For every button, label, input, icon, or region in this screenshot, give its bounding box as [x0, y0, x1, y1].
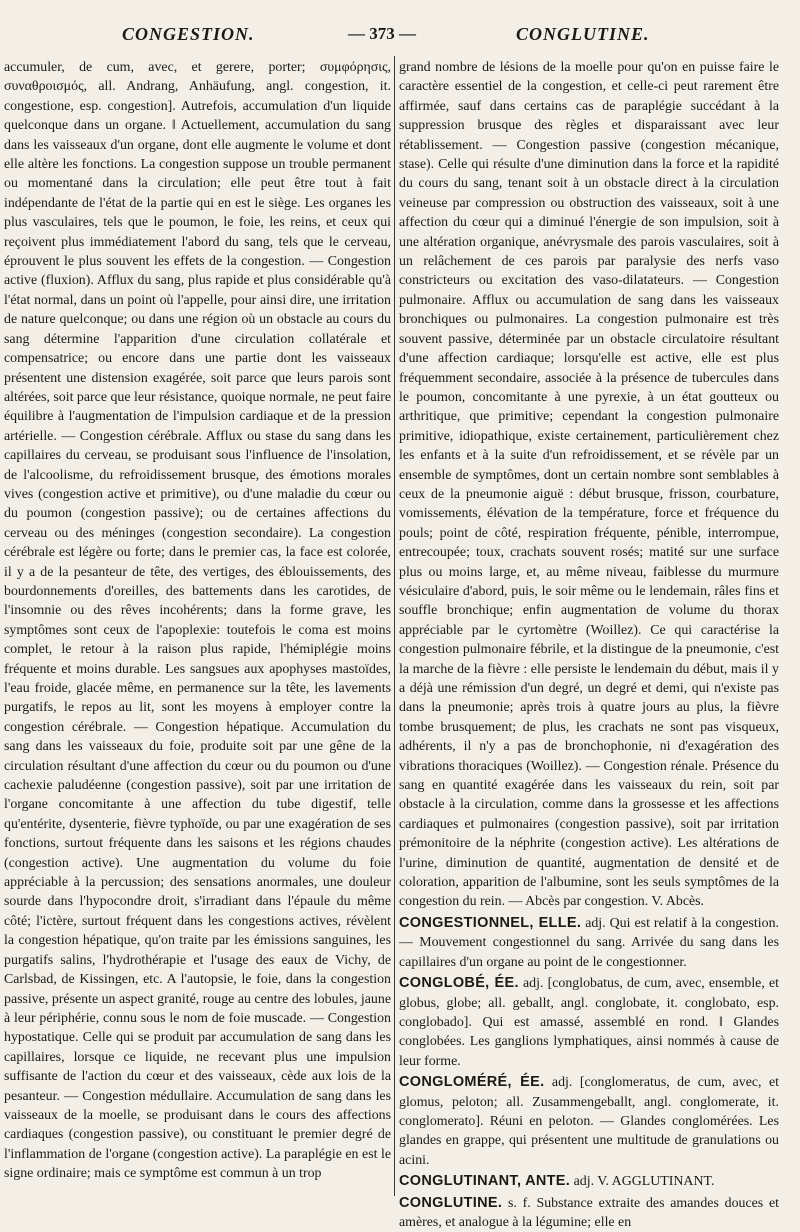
- entry-headword: CONGLUTINANT, ANTE.: [399, 1173, 571, 1190]
- running-head-right: CONGLUTINE.: [516, 24, 650, 44]
- column-divider: [394, 56, 395, 1196]
- dictionary-entry: [399, 1194, 779, 1232]
- entry-definition: adj. Qui est relatif à la congestion. — Mouvement congestionnel du sang. Arrivée du sang dans les capillaires d'un organe au point de le congestionner.: [399, 915, 779, 970]
- entry-headword: CONGESTIONNEL, ELLE.: [399, 914, 582, 931]
- entry-definition: s. f. Substance extraite des amandes douces et amères, et analogue à la légumine; elle en: [399, 1195, 779, 1230]
- entry-definition: adj. [conglomeratus, de cum, avec, et glomus, peloton; all. Zusammengeballt, angl. conglomerate, it. conglomerato]. Réuni en peloton. — Glandes conglomérées. Les glandes en grappe, qui présentent une multitude de granulations ou acini.: [399, 1075, 779, 1168]
- entry-definition: adj. [conglobatus, de cum, avec, ensemble, et globus, globe; all. geballt, angl. conglobate, it. conglobato, esp. conglobado]. Qui est amassé, assemblé en rond. ‖ Glandes conglobées. Les ganglions lymphatiques, ainsi nommés à cause de leur forme.: [399, 976, 780, 1069]
- page-header: [0, 24, 800, 50]
- dictionary-entry: [399, 974, 779, 1071]
- right-column-text: grand nombre de lésions de la moelle pour qu'on en puisse faire le caractère essentiel de la congestion, et celle-ci peut rarement être affirmée, sauf dans certains cas de paraplégie succédant à la suppression brusque des règles et disparaissant avec leur rétablissement. — Congestion passive (congestion mécanique, stase). Celle qui résulte d'une diminution dans la force et la rapidité du cours du sang, tenant soit à un obstacle direct à la circulation veineuse par compression ou obstruction des vaisseaux, soit à une affection du cœur qui a diminué l'énergie de son impulsion, soit à une altération organique, anévrysmale des parois vasculaires, soit à un relâchement de ces parois par paralysie des nerfs vaso constricteurs ou excitation des vaso-dilatateurs. — Congestion pulmonaire. Afflux ou accumulation de sang dans les vaisseaux bronchiques ou pulmonaires. La congestion pulmonaire est très souvent passive, déterminée par un obstacle circulatoire résultant d'une affection cardiaque; lorsqu'elle est active, elle est plus fréquemment secondaire, associée à la présence de tubercules dans le poumon, concomitante à une pyrexie, à un état goutteux ou arthritique, que primitive; cependant la congestion pulmonaire primitive, idiopathique, existe certainement, particulièrement chez les enfants et à la suite d'un refroidissement, et se révèle par un ensemble de symptômes, dont un certain nombre sont semblables à ceux de la pneumonie aiguë : début brusque, frisson, courbature, vomissements, élévation de la température, force et fréquence du pouls; point de côté, respiration fréquente, pénible, interrompue, entrecoupée; toux, crachats souvent rosés; matité sur une surface plus ou moins large, et, au même niveau, faiblesse du murmure vésiculaire d'abord, puis, le soir même ou le lendemain, râles fins et souffle bronchique; enfin augmentation de volume du thorax appréciable par le cyrtomètre (Woillez). Ce qui caractérise la congestion pulmonaire fébrile, et la distingue de la pneumonie, c'est la marche de la fièvre : elle persiste le lendemain du début, mais il y a déjà une rémission d'un degré, un degré et demi, qui n'existe pas dans la pneumonie; après trois à quatre jours au plus, la fièvre tombe brusquement; de plus, les crachats ne sont pas visqueux, adhérents, il n'y a pas de bronchophonie, ni d'exagération des vibrations thoraciques (Woillez). — Congestion rénale. Présence du sang en quantité exagérée dans les vaisseaux du rein, soit par obstacle à la circulation, comme dans la grossesse et les affections cardiaques et pulmonaires (congestion passive), soit par irritation prémonitoire de la néphrite (congestion active). Les altérations de l'urine, diminution de quantité, augmentation de densité et de coloration, apparition de l'albumine, sont les seuls symptômes de la congestion du rein. — Abcès par congestion. V. Abcès.: [399, 60, 779, 910]
- dictionary-entry: [399, 914, 779, 972]
- left-column: [4, 58, 391, 1184]
- page-number: — 373 —: [348, 24, 416, 43]
- right-column: [399, 58, 779, 1232]
- entry-headword: CONGLOBÉ, ÉE.: [399, 975, 519, 992]
- dictionary-entry: [399, 1172, 779, 1191]
- left-column-text: accumuler, de cum, avec, et gerere, porter; συμφόρησις, συναθροισμός, all. Andrang, Anhäufung, angl. congestion, it. congestione, esp. congestion]. Autrefois, accumulation d'un liquide quelconque dans un organe. ‖ Actuellement, accumulation du sang dans les vaisseaux d'un organe, dont elle augmente le volume et dont elle altère les fonctions. La congestion suppose un trouble permanent ou momentané dans la circulation; elle peut être tout à fait indépendante de l'état de la partie qui en est le siège. Les organes les plus vasculaires, tels que le poumon, le foie, les reins, et ceux qui reçoivent plus immédiatement l'abord du sang, tels que le cerveau, éprouvent le plus souvent les effets de la congestion. — Congestion active (fluxion). Afflux du sang, plus rapide et plus considérable qu'à l'état normal, dans un point où l'appelle, pour ainsi dire, une irritation de nature quelconque; ou dans une région où un obstacle au cours du sang détermine l'apparition d'une circulation collatérale et compensatrice; ou encore dans une partie dont les vaisseaux présentent une distension exagérée, soit parce que leurs parois sont altérées, soit parce que leur résistance, quoique normale, ne peut faire équilibre à l'augmentation de l'impulsion cardiaque et de la pression artérielle. — Congestion cérébrale. Afflux ou stase du sang dans les capillaires du cerveau, se produisant sous l'influence de l'insolation, de l'alcoolisme, du refroidissement brusque, des émotions morales vives (congestion active et primitive), ou d'une maladie du cœur ou du poumon (congestion passive); ou de certaines affections du cerveau ou des méninges (congestion secondaire). La congestion cérébrale est légère ou forte; dans le premier cas, la face est colorée, il y a de la pesanteur de tête, des vertiges, des éblouissements, des bourdonnements d'oreilles, des battements dans les carotides, de l'insomnie ou des rêves incohérents; dans la forme grave, les symptômes sont ceux de l'apoplexie: toutefois le coma est moins complet, le retour à la raison plus rapide, l'hémiplégie moins fréquente et moins durable. Les sangsues aux apophyses mastoïdes, l'eau froide, glacée même, en permanence sur la tête, les lavements purgatifs, le repos au lit, sont les moyens à employer contre la congestion cérébrale. — Congestion hépatique. Accumulation du sang dans les vaisseaux du foie, produite soit par une gêne de la circulation résultant d'une affection du cœur ou du poumon ou d'une cachexie paludéenne (congestion passive), soit par une irritation de l'organe concomitante à une affection du tube digestif, telle qu'entérite, dysenterie, fièvre typhoïde, ou par une exagération de ses fonctions, surtout fréquente dans les saisons et les régions chaudes (congestion active). Une augmentation du volume du foie appréciable à la percussion; des sensations anormales, une douleur sourde dans l'hypocondre droit, s'irradiant dans l'épaule du même côté; l'ictère, surtout fréquent dans les congestions actives, révèlent la congestion hépatique, qu'on traite par les émissions sanguines, les purgatifs salins, l'hydrothérapie et l'usage des eaux de Vichy, de Carlsbad, de Kissingen, etc. A l'autopsie, le foie, dans la congestion passive, présente un aspect granité, rouge au centre des lobules, jaune à leur périphérie, connu sous le nom de foie muscade. — Congestion hypostatique. Celle qui se produit par accumulation de sang dans les capillaires, lorsque ce liquide, ne recevant plus une impulsion suffisante de l'action du cœur et des vaisseaux, cède aux lois de la pesanteur. — Congestion médullaire. Accumulation de sang dans les vaisseaux de la moelle, se produisant dans le cours des affections cardiaques (congestion passive), ou constituant le premier degré de l'inflammation de l'organe (congestion active). La paraplégie en est le signe ordinaire; mais ce symptôme est commun à un trop: [4, 60, 391, 1182]
- entry-definition: adj. V. AGGLUTINANT.: [573, 1174, 715, 1190]
- dictionary-entry: [399, 1073, 779, 1170]
- entry-headword: CONGLOMÉRÉ, ÉE.: [399, 1074, 545, 1091]
- running-head-left: CONGESTION.: [122, 24, 255, 44]
- entry-headword: CONGLUTINE.: [399, 1194, 503, 1211]
